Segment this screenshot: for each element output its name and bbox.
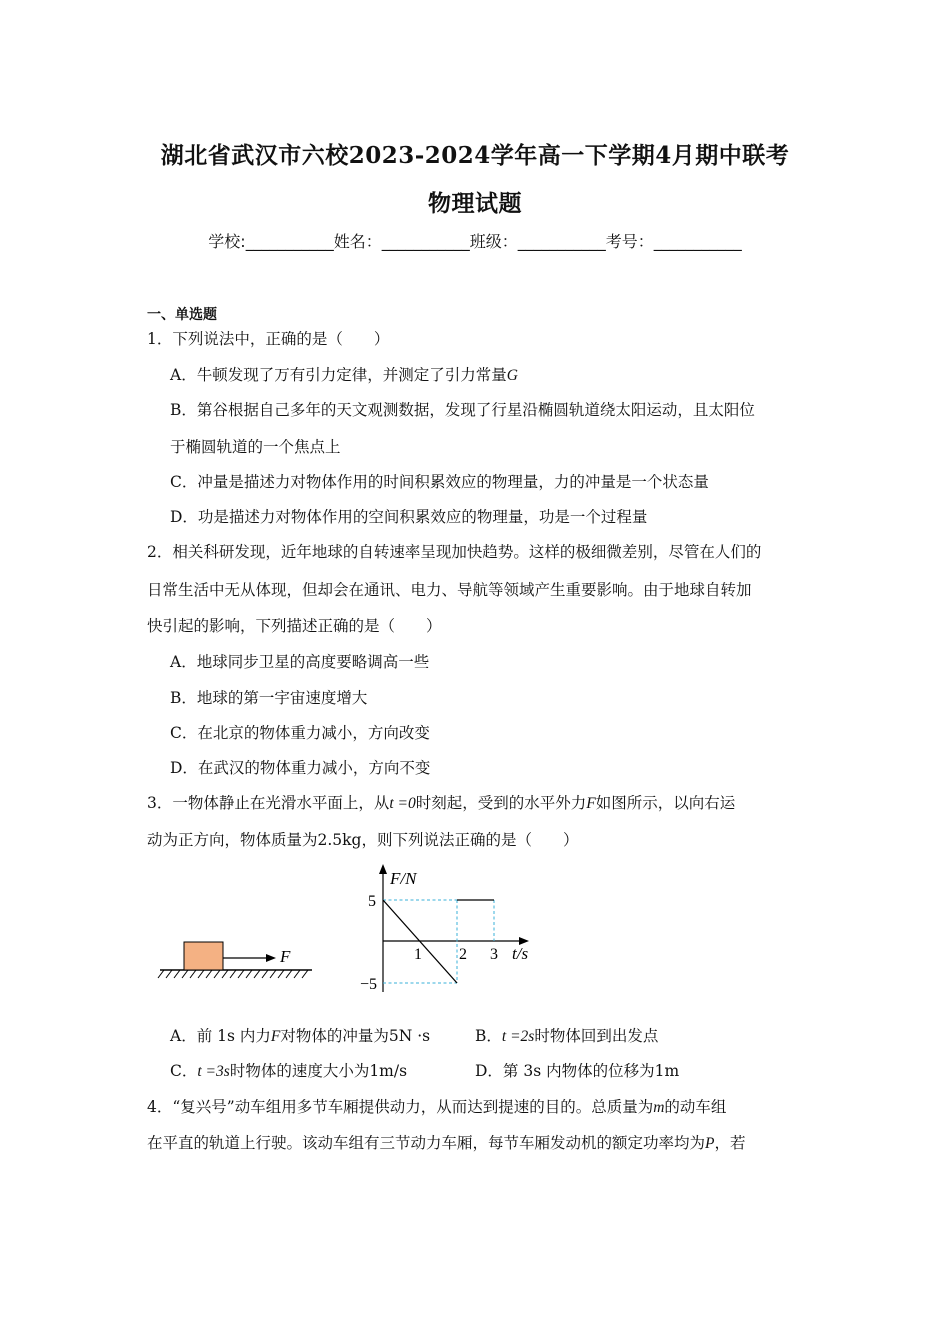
q2-stem-1: 2．相关科研发现，近年地球的自转速率呈现加快趋势。这样的极细微差别，尽管在人们的	[147, 543, 762, 561]
q3-stem-1	[147, 791, 735, 813]
ground-hatch	[158, 970, 308, 978]
y-axis-label: F/N	[390, 869, 417, 888]
q1-stem: 1．下列说法中，正确的是（ ）	[147, 330, 390, 348]
q1-option-d: D．功是描述力对物体作用的空间积累效应的物理量，功是一个过程量	[170, 508, 648, 526]
q2-option-b: B．地球的第一宇宙速度增大	[170, 689, 368, 707]
q3-b-pre: B．	[475, 1027, 502, 1045]
q2-option-d: D．在武汉的物体重力减小，方向不变	[170, 759, 431, 777]
q3-c-post: 时物体的速度大小为1m/s	[229, 1062, 408, 1080]
q3-stem-mid: 时刻起，受到的水平外力	[415, 794, 587, 812]
q4-l2-post: ，若	[714, 1134, 746, 1152]
q1-option-b-cont: 于椭圆轨道的一个焦点上	[170, 438, 341, 456]
q3-option-c	[170, 1059, 407, 1081]
q3-stem-2: 动为正方向，物体质量为2.5kg，则下列说法正确的是（ ）	[147, 831, 579, 849]
q4-l1-pre: 4．“复兴号”动车组用多节车厢提供动力，从而达到提速的目的。总质量为	[147, 1098, 654, 1116]
q3-stem-post: 如图所示，以向右运	[595, 794, 736, 812]
page-subtitle: 物理试题	[428, 190, 522, 217]
y-tick-5: 5	[368, 893, 376, 910]
q3-b-post: 时物体回到出发点	[534, 1027, 659, 1045]
section-title: 一、单选题	[147, 307, 217, 323]
q3-figure	[150, 862, 550, 1002]
q3-a-pre: A．前 1s 内力	[170, 1027, 271, 1045]
q2-stem-2: 日常生活中无从体现，但却会在通讯、电力、导航等领域产生重要影响。由于地球自转加	[147, 581, 752, 599]
q4-stem-2	[147, 1131, 746, 1153]
x-tick-1: 1	[414, 946, 422, 963]
q3-a-var: F	[270, 1028, 281, 1045]
q4-l2-pre: 在平直的轨道上行驶。该动车组有三节动力车厢，每节车厢发动机的额定功率均为	[147, 1134, 706, 1152]
x-tick-2: 2	[459, 946, 467, 963]
q3-a-math: 5N ·s	[388, 1027, 431, 1045]
q2-option-c: C．在北京的物体重力减小，方向改变	[170, 724, 430, 742]
q4-l1-post: 的动车组	[664, 1098, 727, 1116]
q3-option-d: D．第 3s 内物体的位移为1m	[475, 1062, 680, 1080]
q1-option-b: B．第谷根据自己多年的天文观测数据，发现了行星沿椭圆轨道绕太阳运动，且太阳位	[170, 401, 755, 419]
q1-option-c: C．冲量是描述力对物体作用的时间积累效应的物理量，力的冲量是一个状态量	[170, 473, 709, 491]
q3-a-mid: 对物体的冲量为	[280, 1027, 389, 1045]
q3-stem-math: t =0	[389, 795, 416, 812]
page-title: 湖北省武汉市六校2023-2024学年高一下学期4月期中联考	[160, 142, 790, 169]
y-axis-arrow	[379, 864, 387, 874]
x-tick-3: 3	[490, 946, 498, 963]
ft-graph	[360, 864, 529, 993]
x-axis-label: t/s	[512, 944, 529, 963]
block-diagram	[158, 942, 312, 978]
q4-l2-var: P	[705, 1135, 715, 1152]
q4-l1-var: m	[653, 1099, 665, 1116]
q2-option-a: A．地球同步卫星的高度要略调高一些	[170, 653, 430, 671]
force-arrowhead	[266, 954, 276, 962]
q2-stem-3: 快引起的影响，下列描述正确的是（ ）	[147, 617, 442, 635]
block	[184, 942, 223, 970]
q3-c-pre: C．	[170, 1062, 198, 1080]
q1-option-a	[170, 363, 518, 385]
q3-stem-var: F	[586, 795, 596, 812]
force-label: F	[280, 947, 291, 966]
q1-a-var: G	[506, 367, 518, 384]
student-info-line: 学校:___________姓名：___________班级：___________考号：___________	[208, 232, 742, 251]
q3-option-b	[475, 1024, 658, 1046]
q3-b-math: t =2s	[501, 1028, 535, 1045]
q1-a-text: A．牛顿发现了万有引力定律，并测定了引力常量	[170, 366, 507, 384]
q3-option-a	[170, 1024, 430, 1046]
q4-stem-1	[147, 1095, 726, 1117]
q3-c-math: t =3s	[197, 1063, 230, 1080]
q3-stem-pre: 3．一物体静止在光滑水平面上，从	[147, 794, 390, 812]
y-tick-neg5: −5	[360, 976, 378, 993]
